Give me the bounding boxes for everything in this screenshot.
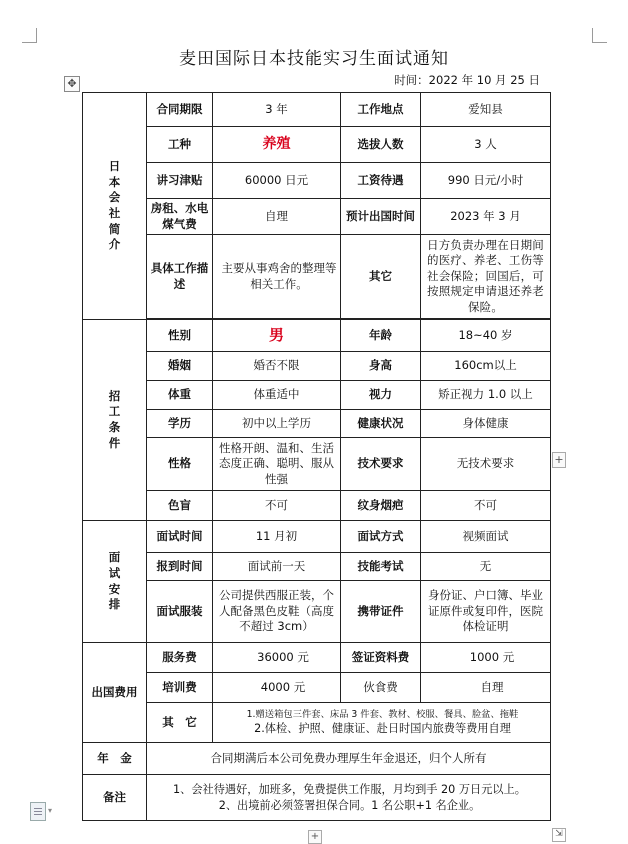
wage-value: 990 日元/小时 — [421, 163, 551, 199]
skill-requirement-label: 技术要求 — [341, 438, 421, 491]
vision-value: 矫正视力 1.0 以上 — [421, 381, 551, 410]
required-documents-label: 携带证件 — [341, 581, 421, 643]
color-blind-label: 色盲 — [147, 491, 213, 521]
page-corner-mark-left — [22, 28, 37, 43]
age-label: 年龄 — [341, 320, 421, 352]
table-row — [83, 381, 551, 410]
table-row — [83, 775, 551, 821]
notes-value — [147, 775, 551, 821]
color-blind-value: 不可 — [213, 491, 341, 521]
work-location-value: 爱知县 — [421, 93, 551, 127]
fees-other-line-1: 1.赠送箱包三件套、床品 3 件套、教材、校服、餐具、脸盆、拖鞋 — [246, 708, 519, 720]
weight-label: 体重 — [147, 381, 213, 410]
wage-label: 工资待遇 — [341, 163, 421, 199]
visa-fee-label: 签证资料费 — [341, 643, 421, 673]
report-time-label: 报到时间 — [147, 553, 213, 581]
weight-value: 体重适中 — [213, 381, 341, 410]
work-location-label: 工作地点 — [341, 93, 421, 127]
personality-label: 性格 — [147, 438, 213, 491]
document-title: 麦田国际日本技能实习生面试通知 — [179, 49, 449, 69]
section-fees-label: 出国费用 — [83, 643, 147, 743]
health-label: 健康状况 — [341, 410, 421, 438]
section-recruit-label: 招工条件 — [83, 320, 147, 521]
section-interview-label: 面试安排 — [83, 521, 147, 643]
job-description-value: 主要从事鸡舍的整理等相关工作。 — [213, 235, 341, 319]
marriage-value: 婚否不限 — [213, 352, 341, 381]
job-type-text: 养殖 — [262, 136, 291, 153]
table-row — [83, 199, 551, 235]
interview-time-value: 11 月初 — [213, 521, 341, 553]
interview-method-value: 视频面试 — [421, 521, 551, 553]
gender-value — [213, 320, 341, 352]
rent-utilities-value: 自理 — [213, 199, 341, 235]
table-row — [83, 673, 551, 703]
tattoo-scar-label: 纹身烟疤 — [341, 491, 421, 521]
height-value: 160cm以上 — [421, 352, 551, 381]
job-type-label: 工种 — [147, 127, 213, 163]
personality-value: 性格开朗、温和、生活态度正确、聪明、服从性强 — [213, 438, 341, 491]
marriage-label: 婚姻 — [147, 352, 213, 381]
education-value: 初中以上学历 — [213, 410, 341, 438]
table-row — [83, 93, 551, 127]
gender-text: 男 — [268, 326, 284, 345]
notice-date: 时间：2022 年 10 月 25 日 — [394, 73, 540, 87]
company-other-value: 日方负责办理在日期间的医疗、养老、工伤等社会保险；回国后，可按照规定申请退还养老保险。 — [421, 235, 551, 319]
departure-time-label: 预计出国时间 — [341, 199, 421, 235]
chevron-down-icon[interactable]: ▾ — [48, 806, 53, 815]
selection-count-label: 选拔人数 — [341, 127, 421, 163]
section-notes-label: 备注 — [83, 775, 147, 821]
notes-line-2: 2、出境前必须签署担保合同。1 名公职+1 名企业。 — [218, 798, 481, 812]
fees-other-line-2: 2.体检、护照、健康证、赴日时国内旅费等费用自理 — [254, 722, 511, 736]
interview-method-label: 面试方式 — [341, 521, 421, 553]
age-value: 18~40 岁 — [421, 320, 551, 352]
document-icon[interactable] — [30, 802, 46, 821]
table-row — [83, 320, 551, 352]
pension-value: 合同期满后本公司免费办理厚生年金退还，归个人所有 — [147, 743, 551, 775]
notes-line-1: 1、会社待遇好，加班多，免费提供工作服，月均到手 20 万日元以上。 — [173, 783, 526, 797]
table-resize-icon[interactable]: ⇲ — [552, 828, 566, 842]
training-allowance-label: 讲习津贴 — [147, 163, 213, 199]
interview-time-label: 面试时间 — [147, 521, 213, 553]
skill-exam-label: 技能考试 — [341, 553, 421, 581]
table-row — [83, 235, 551, 319]
health-value: 身体健康 — [421, 410, 551, 438]
service-fee-label: 服务费 — [147, 643, 213, 673]
table-row — [83, 521, 551, 553]
training-fee-label: 培训费 — [147, 673, 213, 703]
fees-other-value — [213, 703, 551, 743]
page-corner-mark-right — [592, 28, 607, 43]
job-type-value — [213, 127, 341, 163]
skill-requirement-value: 无技术要求 — [421, 438, 551, 491]
selection-count-value: 3 人 — [421, 127, 551, 163]
table-row — [83, 703, 551, 743]
table-row — [83, 643, 551, 673]
table-row — [83, 438, 551, 491]
table-row — [83, 553, 551, 581]
table-row — [83, 352, 551, 381]
table-move-handle-icon[interactable]: ✥ — [64, 76, 80, 92]
contract-period-value: 3 年 — [213, 93, 341, 127]
table-row — [83, 410, 551, 438]
training-fee-value: 4000 元 — [213, 673, 341, 703]
food-fee-value: 自理 — [421, 673, 551, 703]
education-label: 学历 — [147, 410, 213, 438]
departure-time-value: 2023 年 3 月 — [421, 199, 551, 235]
food-fee-label: 伙食费 — [341, 673, 421, 703]
table-row — [83, 163, 551, 199]
company-other-label: 其它 — [341, 235, 421, 319]
table-row — [83, 491, 551, 521]
interview-notice-table — [82, 92, 551, 821]
interview-dress-value: 公司提供西服正装，个人配备黑色皮鞋（高度不超过 3cm） — [213, 581, 341, 643]
service-fee-value: 36000 元 — [213, 643, 341, 673]
training-allowance-value: 60000 日元 — [213, 163, 341, 199]
contract-period-label: 合同期限 — [147, 93, 213, 127]
tattoo-scar-value: 不可 — [421, 491, 551, 521]
interview-dress-label: 面试服装 — [147, 581, 213, 643]
required-documents-value: 身份证、户口簿、毕业证原件或复印件，医院体检证明 — [421, 581, 551, 643]
report-time-value: 面试前一天 — [213, 553, 341, 581]
add-row-plus-icon[interactable]: + — [308, 830, 322, 844]
table-row — [83, 743, 551, 775]
add-column-plus-icon[interactable]: + — [552, 452, 566, 468]
visa-fee-value: 1000 元 — [421, 643, 551, 673]
skill-exam-value: 无 — [421, 553, 551, 581]
section-company-label: 日本会社简介 — [83, 93, 147, 320]
table-row — [83, 127, 551, 163]
vision-label: 视力 — [341, 381, 421, 410]
section-pension-label: 年 金 — [83, 743, 147, 775]
height-label: 身高 — [341, 352, 421, 381]
job-description-label: 具体工作描述 — [147, 235, 213, 319]
table-row — [83, 581, 551, 643]
fees-other-label: 其 它 — [147, 703, 213, 743]
rent-utilities-label: 房租、水电煤气费 — [147, 199, 213, 235]
gender-label: 性别 — [147, 320, 213, 352]
